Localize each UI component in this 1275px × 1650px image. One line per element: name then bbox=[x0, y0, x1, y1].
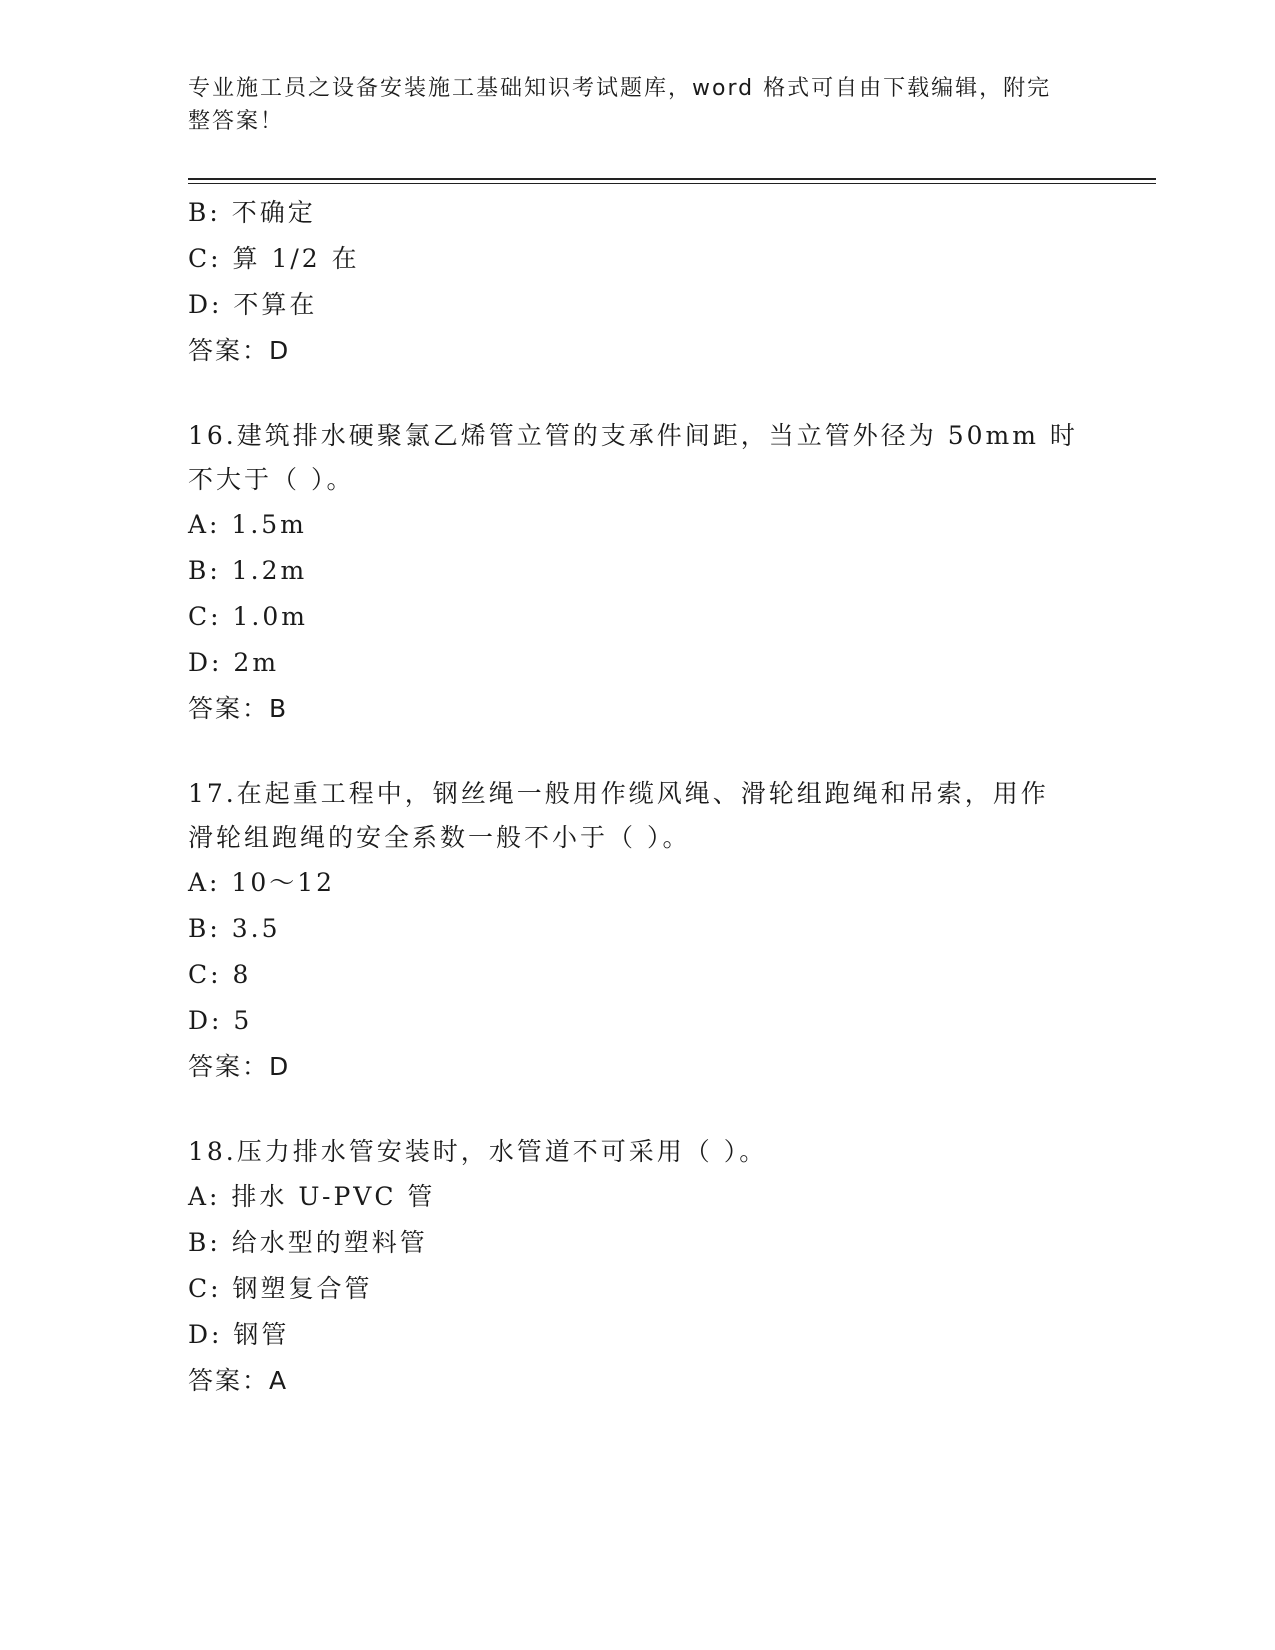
header-line-2: 整答案！ bbox=[188, 109, 285, 134]
option-b: B: 不确定 bbox=[188, 198, 316, 227]
option-a: A: 10～12 bbox=[188, 868, 336, 897]
option-d: D: 5 bbox=[188, 1006, 253, 1035]
header-divider-thin bbox=[188, 183, 1156, 184]
question-17 bbox=[188, 772, 1088, 1090]
question-16 bbox=[188, 414, 1088, 732]
question-list bbox=[188, 190, 1088, 1404]
question-stem-line-2: 不大于（ ）。 bbox=[188, 465, 355, 494]
answer-line: 答案：D bbox=[188, 336, 291, 365]
option-d: D: 2m bbox=[188, 648, 280, 677]
question-stem-line-1: 18.压力排水管安装时，水管道不可采用（ ）。 bbox=[188, 1137, 768, 1166]
question-15 bbox=[188, 190, 1088, 374]
option-b: B: 给水型的塑料管 bbox=[188, 1228, 428, 1257]
answer-line: 答案：B bbox=[188, 694, 289, 723]
spacer bbox=[188, 732, 1088, 772]
spacer bbox=[188, 1090, 1088, 1130]
option-c: C: 8 bbox=[188, 960, 252, 989]
question-stem-line-1: 16.建筑排水硬聚氯乙烯管立管的支承件间距，当立管外径为 50mm 时 bbox=[188, 421, 1078, 450]
option-a: A: 排水 U-PVC 管 bbox=[188, 1182, 436, 1211]
question-stem-line-1: 17.在起重工程中，钢丝绳一般用作缆风绳、滑轮组跑绳和吊索，用作 bbox=[188, 779, 1049, 808]
header-line-1: 专业施工员之设备安装施工基础知识考试题库，word 格式可自由下载编辑，附完 bbox=[188, 76, 1052, 101]
answer-line: 答案：A bbox=[188, 1366, 289, 1395]
header-divider-thick bbox=[188, 178, 1156, 180]
option-c: C: 1.0m bbox=[188, 602, 308, 631]
option-d: D: 钢管 bbox=[188, 1320, 290, 1349]
answer-line: 答案：D bbox=[188, 1052, 291, 1081]
option-d: D: 不算在 bbox=[188, 290, 318, 319]
option-a: A: 1.5m bbox=[188, 510, 307, 539]
option-b: B: 3.5 bbox=[188, 914, 281, 943]
option-c: C: 钢塑复合管 bbox=[188, 1274, 373, 1303]
question-stem-line-2: 滑轮组跑绳的安全系数一般不小于（ ）。 bbox=[188, 823, 691, 852]
document-header bbox=[188, 72, 1068, 138]
spacer bbox=[188, 374, 1088, 414]
option-b: B: 1.2m bbox=[188, 556, 308, 585]
question-18 bbox=[188, 1130, 1088, 1404]
option-c: C: 算 1/2 在 bbox=[188, 244, 360, 273]
